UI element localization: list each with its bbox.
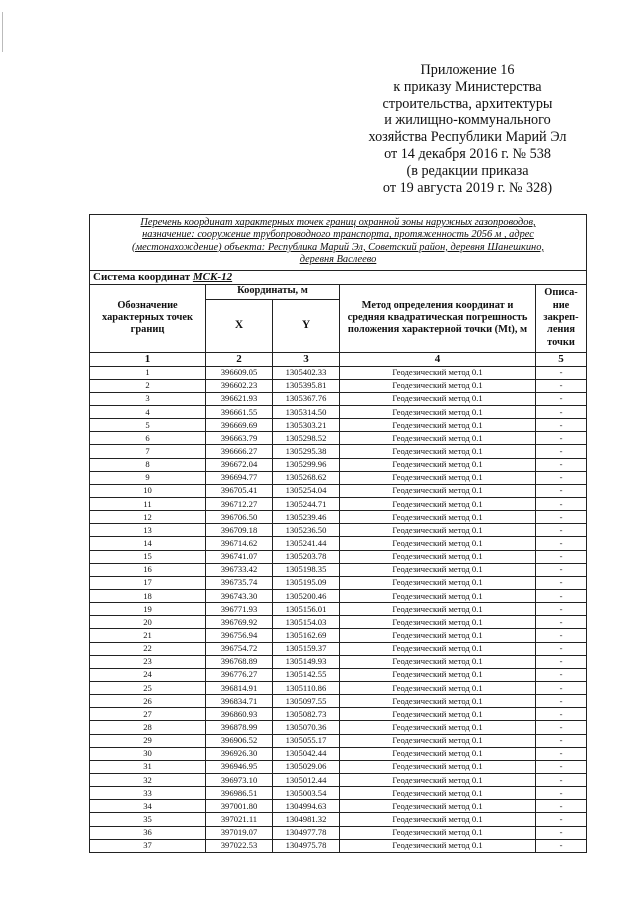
x-coordinate-cell: 396776.27 [206, 668, 273, 681]
header-line: строительства, архитектуры [382, 95, 553, 112]
point-number-cell: 7 [90, 445, 206, 458]
description-cell: - [536, 524, 587, 537]
header-line: Приложение 16 [420, 62, 515, 78]
description-cell: - [536, 484, 587, 497]
description-cell: - [536, 590, 587, 603]
point-number-cell: 16 [90, 563, 206, 576]
header-line: и жилищно-коммунального [384, 112, 551, 129]
description-cell: - [536, 537, 587, 550]
table-row [90, 445, 587, 458]
method-cell: Геодезический метод 0.1 [340, 773, 536, 786]
scan-edge-mark [2, 12, 3, 52]
header-coords: Координаты, м [206, 284, 340, 299]
x-coordinate-cell: 396602.23 [206, 379, 273, 392]
column-number: 1 [90, 352, 206, 366]
description-cell: - [536, 511, 587, 524]
y-coordinate-cell: 1305156.01 [273, 603, 340, 616]
description-cell: - [536, 471, 587, 484]
table-row [90, 787, 587, 800]
method-cell: Геодезический метод 0.1 [340, 471, 536, 484]
point-number-cell: 13 [90, 524, 206, 537]
x-coordinate-cell: 396973.10 [206, 773, 273, 786]
x-coordinate-cell: 396834.71 [206, 695, 273, 708]
description-cell: - [536, 800, 587, 813]
x-coordinate-cell: 396769.92 [206, 616, 273, 629]
x-coordinate-cell: 396712.27 [206, 498, 273, 511]
point-number-cell: 28 [90, 721, 206, 734]
x-coordinate-cell: 396661.55 [206, 406, 273, 419]
y-coordinate-cell: 1305012.44 [273, 773, 340, 786]
y-coordinate-cell: 1305254.04 [273, 484, 340, 497]
table-row [90, 629, 587, 642]
column-number: 2 [206, 352, 273, 366]
method-cell: Геодезический метод 0.1 [340, 406, 536, 419]
system-value: МСК-12 [192, 271, 233, 284]
point-number-cell: 17 [90, 576, 206, 589]
point-number-cell: 9 [90, 471, 206, 484]
table-row [90, 550, 587, 563]
y-coordinate-cell: 1305239.46 [273, 511, 340, 524]
method-cell: Геодезический метод 0.1 [340, 760, 536, 773]
table-row [90, 511, 587, 524]
method-cell: Геодезический метод 0.1 [340, 432, 536, 445]
y-coordinate-cell: 1305203.78 [273, 550, 340, 563]
description-cell: - [536, 642, 587, 655]
table-row [90, 366, 587, 379]
title-line: (местонахождение) объекта: Республика Марий Эл, Советский район, деревня Шанешкино, [132, 241, 544, 253]
point-number-cell: 10 [90, 484, 206, 497]
point-number-cell: 6 [90, 432, 206, 445]
description-cell: - [536, 747, 587, 760]
header-desc: Описа-ние закреп-ления точки [536, 284, 587, 352]
description-cell: - [536, 406, 587, 419]
method-cell: Геодезический метод 0.1 [340, 590, 536, 603]
header-line: (в редакции приказа [406, 162, 529, 179]
table-row [90, 524, 587, 537]
method-cell: Геодезический метод 0.1 [340, 603, 536, 616]
description-cell: - [536, 773, 587, 786]
table-row [90, 616, 587, 629]
description-cell: - [536, 366, 587, 379]
x-coordinate-cell: 396714.62 [206, 537, 273, 550]
y-coordinate-cell: 1305029.06 [273, 760, 340, 773]
table-title [90, 215, 587, 271]
method-cell: Геодезический метод 0.1 [340, 379, 536, 392]
method-cell: Геодезический метод 0.1 [340, 563, 536, 576]
method-cell: Геодезический метод 0.1 [340, 392, 536, 405]
point-number-cell: 36 [90, 826, 206, 839]
description-cell: - [536, 392, 587, 405]
method-cell: Геодезический метод 0.1 [340, 695, 536, 708]
y-coordinate-cell: 1305200.46 [273, 590, 340, 603]
method-cell: Геодезический метод 0.1 [340, 629, 536, 642]
method-cell: Геодезический метод 0.1 [340, 616, 536, 629]
table-title-row [90, 215, 587, 271]
header-line: хозяйства Республики Марий Эл [368, 129, 567, 146]
y-coordinate-cell: 1305097.55 [273, 695, 340, 708]
y-coordinate-cell: 1305299.96 [273, 458, 340, 471]
point-number-cell: 37 [90, 839, 206, 852]
y-coordinate-cell: 1304975.78 [273, 839, 340, 852]
x-coordinate-cell: 396735.74 [206, 576, 273, 589]
y-coordinate-cell: 1305367.76 [273, 392, 340, 405]
x-coordinate-cell: 396860.93 [206, 708, 273, 721]
title-line: деревня Васлеево [299, 254, 377, 266]
method-cell: Геодезический метод 0.1 [340, 537, 536, 550]
point-number-cell: 1 [90, 366, 206, 379]
table-row [90, 839, 587, 852]
description-cell: - [536, 695, 587, 708]
table-row [90, 773, 587, 786]
header-y: Y [273, 299, 340, 352]
x-coordinate-cell: 396771.93 [206, 603, 273, 616]
point-number-cell: 35 [90, 813, 206, 826]
point-number-cell: 23 [90, 655, 206, 668]
x-coordinate-cell: 396706.50 [206, 511, 273, 524]
column-number-row [90, 352, 587, 366]
point-number-cell: 21 [90, 629, 206, 642]
point-number-cell: 20 [90, 616, 206, 629]
method-cell: Геодезический метод 0.1 [340, 550, 536, 563]
header-line: к приказу Министерства [393, 78, 542, 95]
y-coordinate-cell: 1305070.36 [273, 721, 340, 734]
table-row [90, 668, 587, 681]
description-cell: - [536, 760, 587, 773]
method-cell: Геодезический метод 0.1 [340, 458, 536, 471]
point-number-cell: 27 [90, 708, 206, 721]
method-cell: Геодезический метод 0.1 [340, 839, 536, 852]
y-coordinate-cell: 1305159.37 [273, 642, 340, 655]
point-number-cell: 32 [90, 773, 206, 786]
table-row [90, 747, 587, 760]
table-row [90, 695, 587, 708]
table-row [90, 642, 587, 655]
table-row [90, 708, 587, 721]
point-number-cell: 3 [90, 392, 206, 405]
coordinates-table [89, 214, 587, 853]
method-cell: Геодезический метод 0.1 [340, 813, 536, 826]
table-row [90, 590, 587, 603]
y-coordinate-cell: 1305298.52 [273, 432, 340, 445]
x-coordinate-cell: 396986.51 [206, 787, 273, 800]
point-number-cell: 4 [90, 406, 206, 419]
method-cell: Геодезический метод 0.1 [340, 366, 536, 379]
description-cell: - [536, 655, 587, 668]
y-coordinate-cell: 1305295.38 [273, 445, 340, 458]
column-number: 3 [273, 352, 340, 366]
description-cell: - [536, 550, 587, 563]
y-coordinate-cell: 1305154.03 [273, 616, 340, 629]
y-coordinate-cell: 1305042.44 [273, 747, 340, 760]
column-number: 4 [340, 352, 536, 366]
x-coordinate-cell: 396733.42 [206, 563, 273, 576]
y-coordinate-cell: 1305110.86 [273, 682, 340, 695]
description-cell: - [536, 379, 587, 392]
table-row [90, 406, 587, 419]
y-coordinate-cell: 1305241.44 [273, 537, 340, 550]
description-cell: - [536, 787, 587, 800]
table-row [90, 760, 587, 773]
method-cell: Геодезический метод 0.1 [340, 747, 536, 760]
y-coordinate-cell: 1305395.81 [273, 379, 340, 392]
x-coordinate-cell: 397019.07 [206, 826, 273, 839]
description-cell: - [536, 682, 587, 695]
method-cell: Геодезический метод 0.1 [340, 445, 536, 458]
table-row [90, 471, 587, 484]
table-row [90, 432, 587, 445]
description-cell: - [536, 576, 587, 589]
method-cell: Геодезический метод 0.1 [340, 484, 536, 497]
point-number-cell: 24 [90, 668, 206, 681]
header-line: от 14 декабря 2016 г. № 538 [384, 145, 551, 162]
y-coordinate-cell: 1305149.93 [273, 655, 340, 668]
description-cell: - [536, 616, 587, 629]
y-coordinate-cell: 1305244.71 [273, 498, 340, 511]
y-coordinate-cell: 1305198.35 [273, 563, 340, 576]
table-row [90, 392, 587, 405]
y-coordinate-cell: 1305195.09 [273, 576, 340, 589]
table-row [90, 655, 587, 668]
method-cell: Геодезический метод 0.1 [340, 800, 536, 813]
point-number-cell: 19 [90, 603, 206, 616]
coordinate-system-row [90, 270, 587, 284]
description-cell: - [536, 813, 587, 826]
point-number-cell: 8 [90, 458, 206, 471]
x-coordinate-cell: 396926.30 [206, 747, 273, 760]
point-number-cell: 29 [90, 734, 206, 747]
method-cell: Геодезический метод 0.1 [340, 708, 536, 721]
description-cell: - [536, 432, 587, 445]
y-coordinate-cell: 1305303.21 [273, 419, 340, 432]
table-row [90, 682, 587, 695]
table-row [90, 826, 587, 839]
header-method: Метод определения координат и средняя квадратическая погрешность положения характерной точки (Mt), м [340, 284, 536, 352]
description-cell: - [536, 629, 587, 642]
description-cell: - [536, 563, 587, 576]
description-cell: - [536, 603, 587, 616]
point-number-cell: 12 [90, 511, 206, 524]
table-row [90, 537, 587, 550]
description-cell: - [536, 826, 587, 839]
point-number-cell: 11 [90, 498, 206, 511]
table-row [90, 484, 587, 497]
header-point: Обозначение характерных точек границ [90, 284, 206, 352]
column-number: 5 [536, 352, 587, 366]
header-line: от 19 августа 2019 г. № 328) [382, 179, 553, 196]
y-coordinate-cell: 1304977.78 [273, 826, 340, 839]
y-coordinate-cell: 1305268.62 [273, 471, 340, 484]
x-coordinate-cell: 396709.18 [206, 524, 273, 537]
table-row [90, 498, 587, 511]
point-number-cell: 18 [90, 590, 206, 603]
point-number-cell: 34 [90, 800, 206, 813]
method-cell: Геодезический метод 0.1 [340, 682, 536, 695]
x-coordinate-cell: 396705.41 [206, 484, 273, 497]
x-coordinate-cell: 396621.93 [206, 392, 273, 405]
y-coordinate-cell: 1305003.54 [273, 787, 340, 800]
header-row [90, 284, 587, 299]
x-coordinate-cell: 396609.05 [206, 366, 273, 379]
method-cell: Геодезический метод 0.1 [340, 734, 536, 747]
y-coordinate-cell: 1305082.73 [273, 708, 340, 721]
y-coordinate-cell: 1304981.32 [273, 813, 340, 826]
x-coordinate-cell: 397001.80 [206, 800, 273, 813]
x-coordinate-cell: 396768.89 [206, 655, 273, 668]
point-number-cell: 26 [90, 695, 206, 708]
x-coordinate-cell: 396741.07 [206, 550, 273, 563]
table-row [90, 576, 587, 589]
table-row [90, 379, 587, 392]
x-coordinate-cell: 397022.53 [206, 839, 273, 852]
y-coordinate-cell: 1305236.50 [273, 524, 340, 537]
point-number-cell: 30 [90, 747, 206, 760]
point-number-cell: 25 [90, 682, 206, 695]
x-coordinate-cell: 397021.11 [206, 813, 273, 826]
description-cell: - [536, 668, 587, 681]
x-coordinate-cell: 396663.79 [206, 432, 273, 445]
x-coordinate-cell: 396946.95 [206, 760, 273, 773]
system-label: Система координат [93, 271, 191, 284]
x-coordinate-cell: 396814.91 [206, 682, 273, 695]
x-coordinate-cell: 396743.30 [206, 590, 273, 603]
x-coordinate-cell: 396672.04 [206, 458, 273, 471]
description-cell: - [536, 419, 587, 432]
table-row [90, 800, 587, 813]
x-coordinate-cell: 396756.94 [206, 629, 273, 642]
method-cell: Геодезический метод 0.1 [340, 721, 536, 734]
method-cell: Геодезический метод 0.1 [340, 511, 536, 524]
x-coordinate-cell: 396666.27 [206, 445, 273, 458]
method-cell: Геодезический метод 0.1 [340, 826, 536, 839]
y-coordinate-cell: 1305314.50 [273, 406, 340, 419]
title-line: назначение: сооружение трубопроводного транспорта, протяженность 2056 м , адрес [142, 229, 534, 241]
point-number-cell: 22 [90, 642, 206, 655]
x-coordinate-cell: 396669.69 [206, 419, 273, 432]
x-coordinate-cell: 396906.52 [206, 734, 273, 747]
coordinate-system [90, 270, 587, 284]
description-cell: - [536, 498, 587, 511]
method-cell: Геодезический метод 0.1 [340, 498, 536, 511]
title-line: Перечень координат характерных точек границ охранной зоны наружных газопроводов, [140, 217, 536, 228]
table-row [90, 603, 587, 616]
point-number-cell: 33 [90, 787, 206, 800]
x-coordinate-cell: 396878.99 [206, 721, 273, 734]
method-cell: Геодезический метод 0.1 [340, 419, 536, 432]
y-coordinate-cell: 1304994.63 [273, 800, 340, 813]
table-row [90, 721, 587, 734]
description-cell: - [536, 445, 587, 458]
table-row [90, 458, 587, 471]
description-cell: - [536, 734, 587, 747]
order-reference-header [330, 62, 605, 196]
table-row [90, 813, 587, 826]
method-cell: Геодезический метод 0.1 [340, 642, 536, 655]
y-coordinate-cell: 1305142.55 [273, 668, 340, 681]
table-row [90, 734, 587, 747]
point-number-cell: 31 [90, 760, 206, 773]
y-coordinate-cell: 1305162.69 [273, 629, 340, 642]
method-cell: Геодезический метод 0.1 [340, 576, 536, 589]
method-cell: Геодезический метод 0.1 [340, 787, 536, 800]
header-x: X [206, 299, 273, 352]
description-cell: - [536, 708, 587, 721]
description-cell: - [536, 839, 587, 852]
description-cell: - [536, 458, 587, 471]
table-row [90, 419, 587, 432]
point-number-cell: 5 [90, 419, 206, 432]
x-coordinate-cell: 396754.72 [206, 642, 273, 655]
point-number-cell: 15 [90, 550, 206, 563]
y-coordinate-cell: 1305402.33 [273, 366, 340, 379]
y-coordinate-cell: 1305055.17 [273, 734, 340, 747]
description-cell: - [536, 721, 587, 734]
table-row [90, 563, 587, 576]
x-coordinate-cell: 396694.77 [206, 471, 273, 484]
method-cell: Геодезический метод 0.1 [340, 524, 536, 537]
method-cell: Геодезический метод 0.1 [340, 655, 536, 668]
point-number-cell: 2 [90, 379, 206, 392]
method-cell: Геодезический метод 0.1 [340, 668, 536, 681]
point-number-cell: 14 [90, 537, 206, 550]
